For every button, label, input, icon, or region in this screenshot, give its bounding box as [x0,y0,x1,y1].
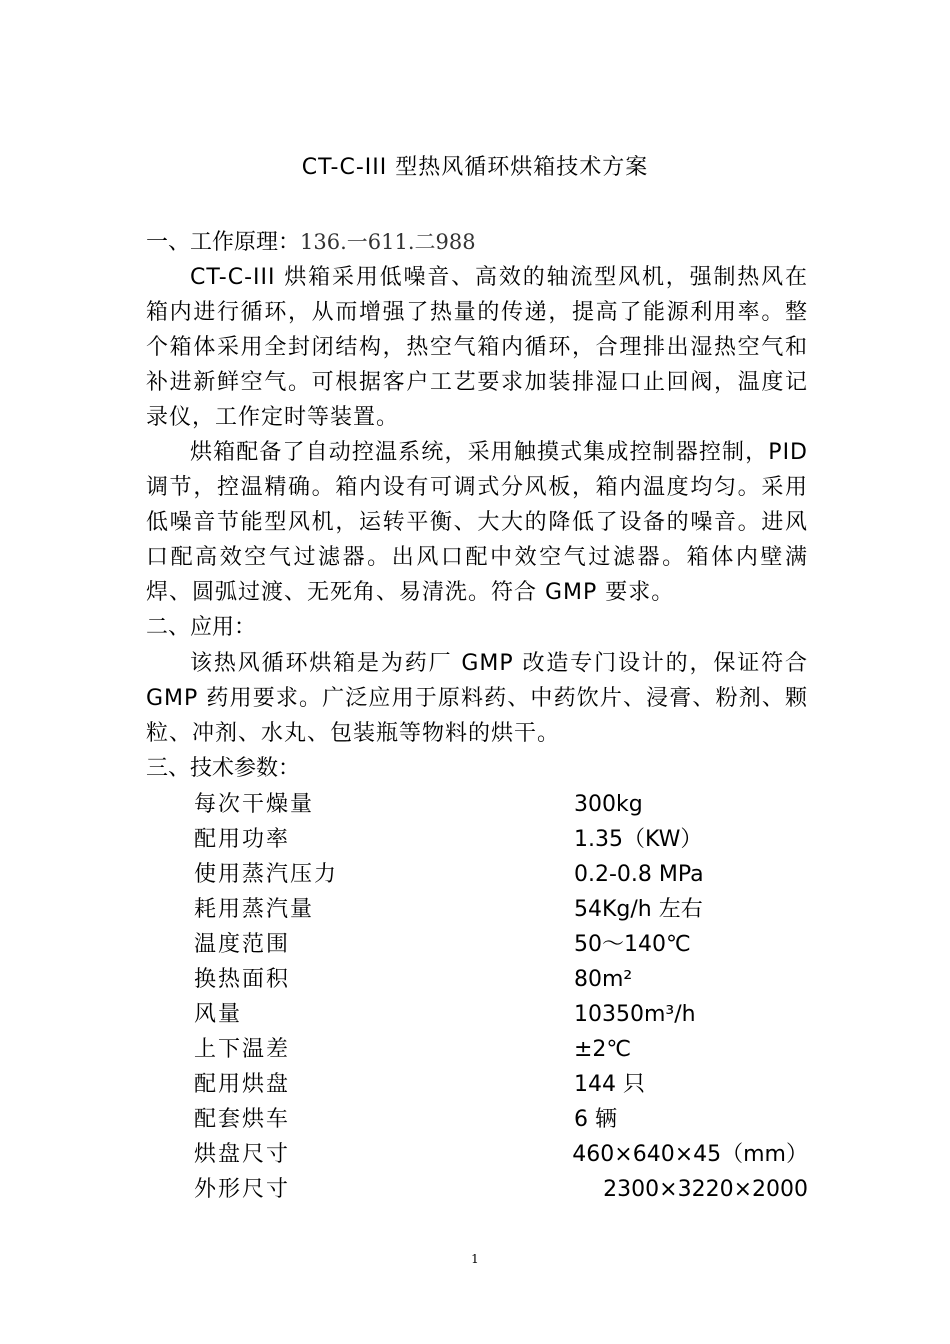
spec-value: 80m² [574,967,633,992]
spec-label: 换热面积 [194,967,291,992]
spec-value: 50～140℃ [574,932,691,957]
spec-row [194,962,808,997]
section-heading-principle [146,224,808,260]
spec-label: 温度范围 [194,932,291,957]
page-number: 1 [471,1252,479,1266]
spec-label: 配套烘车 [194,1107,291,1132]
spec-value: 300kg [574,792,643,817]
paragraph-principle-1: CT-C-III 烘箱采用低噪音、高效的轴流型风机，强制热风在箱内进行循环，从而增强了热量的传递，提高了能源利用率。整个箱体采用全封闭结构，热空气箱内循环，合理排出湿热空气和补进新鲜空气。可根据客户工艺要求加装排湿口止回阀，温度记录仪，工作定时等装置。 [146,265,808,430]
spec-label: 上下温差 [194,1037,291,1062]
spec-value: 1.35（KW） [574,827,703,852]
spec-value: 10350m³/h [574,1002,696,1027]
spec-row [194,1137,808,1172]
spec-value: 0.2-0.8 MPa [574,862,704,887]
spec-row [194,822,808,857]
spec-row [194,1067,808,1102]
spec-row [194,997,808,1032]
spec-row [194,892,808,927]
spec-label: 外形尺寸 [194,1177,291,1202]
spec-value: ±2℃ [574,1037,632,1062]
spec-row [194,927,808,962]
section-heading-specs: 三、技术参数： [146,756,301,781]
phone-number: 136.一611.二988 [300,230,476,254]
section-heading-principle-text: 一、工作原理： [146,230,301,255]
spec-label: 耗用蒸汽量 [194,897,315,922]
spec-value: 6 辆 [574,1107,617,1132]
paragraph-principle-2: 烘箱配备了自动控温系统，采用触摸式集成控制器控制，PID 调节，控温精确。箱内设有可调式分风板，箱内温度均匀。采用低噪音节能型风机，运转平衡、大大的降低了设备的噪音。进风口配高效空气过滤器。出风口配中效空气过滤器。箱体内壁满焊、圆弧过渡、无死角、易清洗。符合 GMP 要求。 [146,440,808,605]
spec-value: 144 只 [574,1072,645,1097]
paragraph-application: 该热风循环烘箱是为药厂 GMP 改造专门设计的，保证符合 GMP 药用要求。广泛应用于原料药、中药饮片、浸膏、粉剂、颗粒、冲剂、水丸、包装瓶等物料的烘干。 [146,651,808,746]
spec-label: 烘盘尺寸 [194,1142,291,1167]
spec-row [194,1172,808,1207]
spec-row [194,1102,808,1137]
spec-value: 460×640×45（mm） [572,1142,808,1167]
spec-row [194,787,808,822]
spec-value: 54Kg/h 左右 [574,897,703,922]
spec-label: 配用烘盘 [194,1072,291,1097]
spec-table [194,787,808,1207]
document-title: CT-C-III 型热风循环烘箱技术方案 [301,155,649,180]
spec-label: 使用蒸汽压力 [194,862,339,887]
spec-label: 风量 [194,1002,243,1027]
spec-label: 每次干燥量 [194,792,315,817]
document-body [146,224,808,1207]
spec-row [194,857,808,892]
spec-label: 配用功率 [194,827,291,852]
section-heading-application: 二、应用： [146,615,257,640]
spec-value: 2300×3220×2000 [603,1177,808,1202]
spec-row [194,1032,808,1067]
